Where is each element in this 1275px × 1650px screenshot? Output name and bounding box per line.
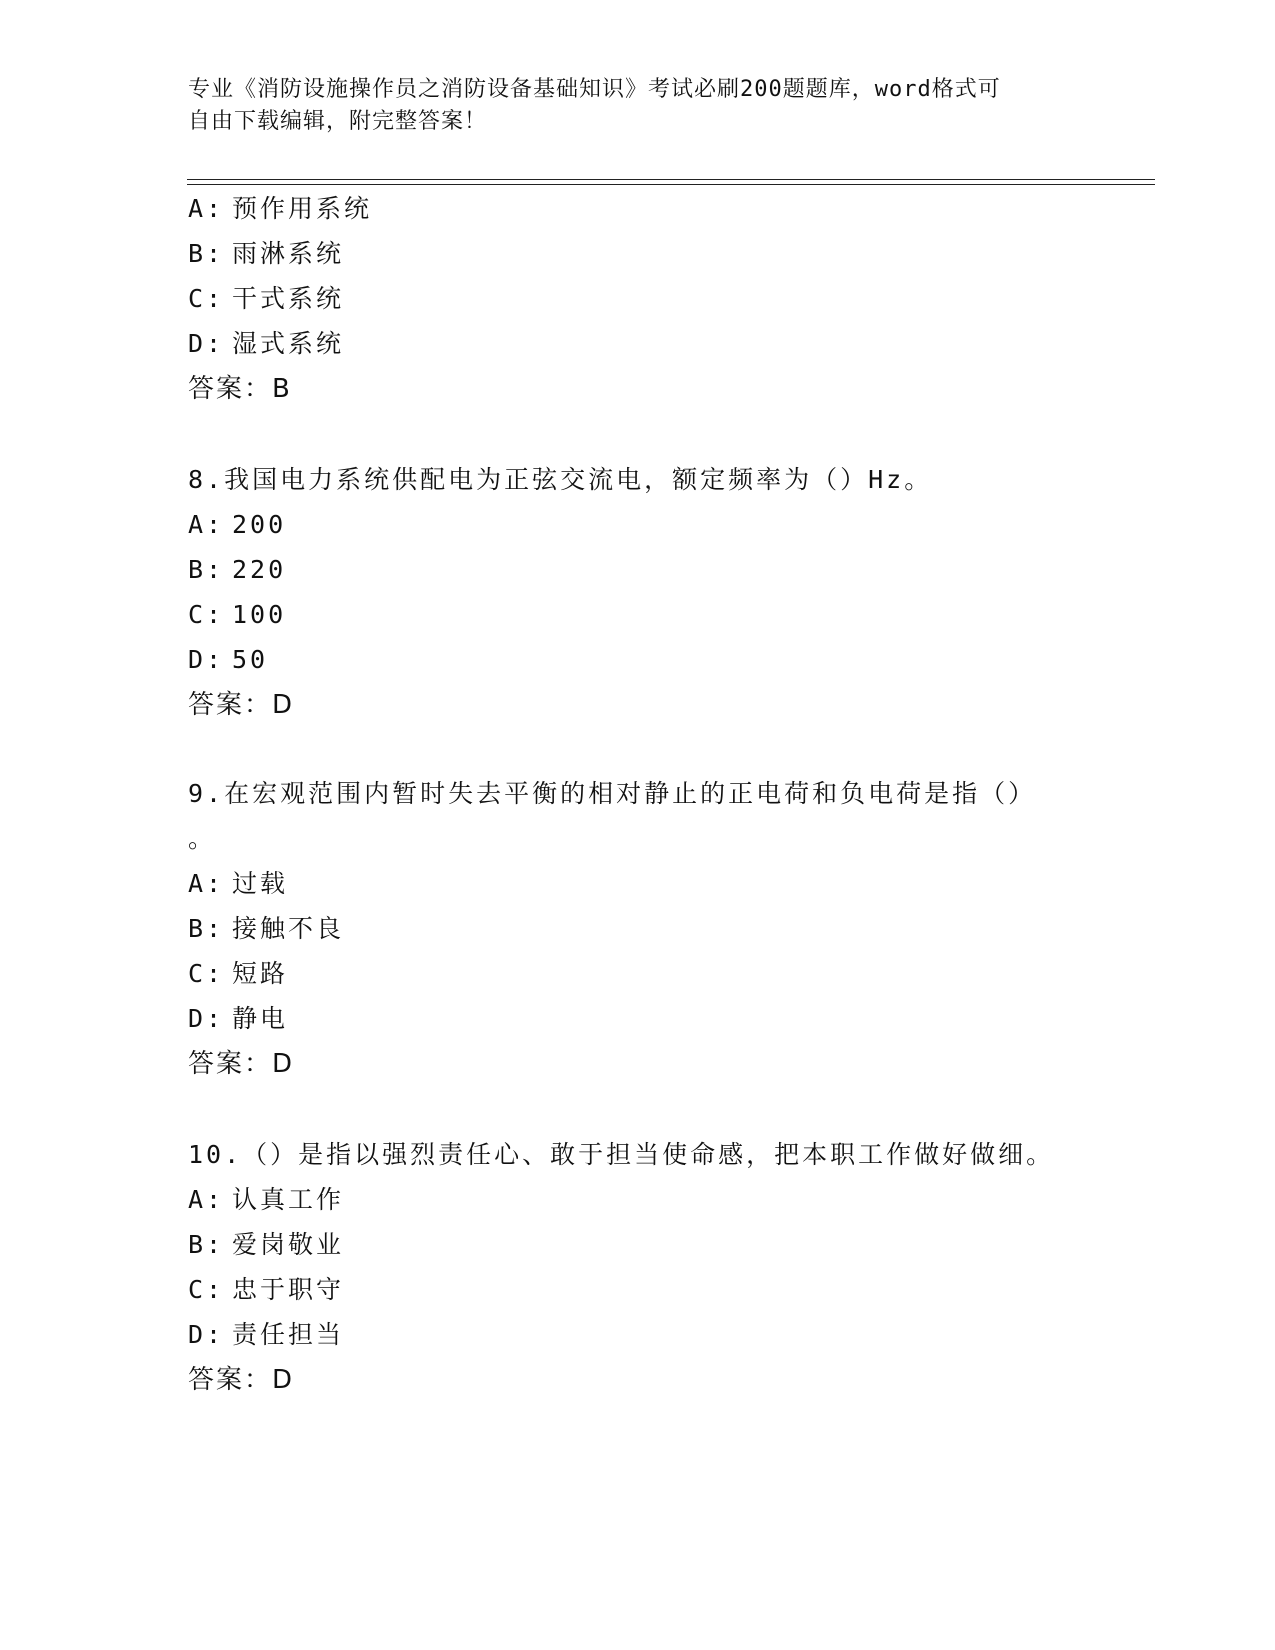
q7-option-a: A: 预作用系统: [188, 194, 373, 223]
q9-question: 9.在宏观范围内暂时失去平衡的相对静止的正电荷和负电荷是指（）: [188, 779, 1037, 808]
q7-answer: 答案：B: [188, 374, 292, 404]
q8-option-b: B: 220: [188, 555, 287, 584]
q8-question: 8.我国电力系统供配电为正弦交流电，额定频率为（）Hz。: [188, 465, 933, 494]
q9-option-a: A: 过载: [188, 869, 289, 898]
q10-answer: 答案：D: [188, 1365, 295, 1395]
q9-answer: 答案：D: [188, 1049, 295, 1079]
q7-option-b: B: 雨淋系统: [188, 239, 345, 268]
q8-option-c: C: 100: [188, 600, 287, 629]
header-line-2: 自由下载编辑，附完整答案！: [188, 109, 488, 134]
q8-option-d: D: 50: [188, 645, 269, 674]
q10-option-c: C: 忠于职守: [188, 1275, 345, 1304]
q8-answer: 答案：D: [188, 690, 295, 720]
q7-option-c: C: 干式系统: [188, 284, 345, 313]
q9-question-continuation: 。: [188, 824, 217, 853]
document-header: [188, 74, 1068, 138]
header-divider-top: [187, 179, 1155, 180]
q9-option-c: C: 短路: [188, 959, 289, 988]
q8-option-a: A: 200: [188, 510, 287, 539]
header-divider-bottom: [187, 184, 1155, 185]
q9-option-b: B: 接触不良: [188, 914, 345, 943]
q10-question: 10.（）是指以强烈责任心、敢于担当使命感，把本职工作做好做细。: [188, 1140, 1055, 1169]
q10-option-d: D: 责任担当: [188, 1320, 345, 1349]
q10-option-a: A: 认真工作: [188, 1185, 345, 1214]
q7-option-d: D: 湿式系统: [188, 329, 345, 358]
q9-option-d: D: 静电: [188, 1004, 289, 1033]
header-line-1: 专业《消防设施操作员之消防设备基础知识》考试必刷200题题库，word格式可: [188, 77, 1001, 102]
q10-option-b: B: 爱岗敬业: [188, 1230, 345, 1259]
